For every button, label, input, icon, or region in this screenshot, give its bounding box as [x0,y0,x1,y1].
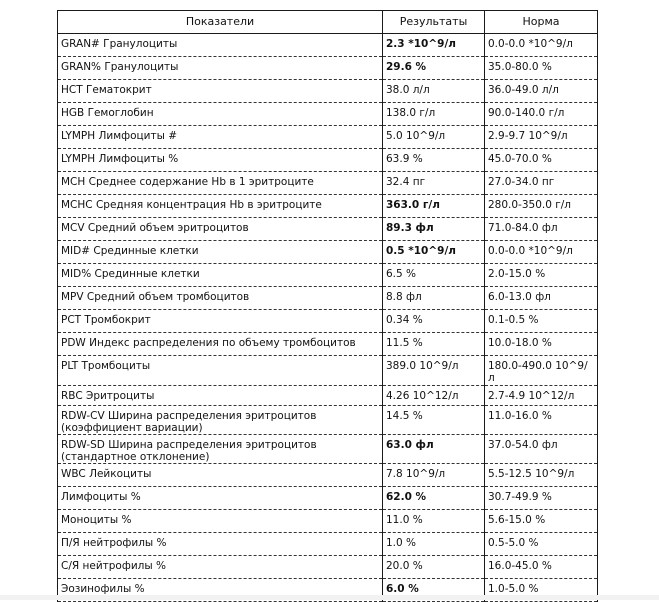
result-value: 0.34 % [383,310,485,333]
table-row [58,464,598,487]
indicator-name: MCH Среднее содержание Hb в 1 эритроците [58,172,383,195]
result-value: 389.0 10^9/л [383,356,485,386]
result-value: 63.9 % [383,149,485,172]
norm-range: 5.6-15.0 % [485,510,598,533]
table-row [58,149,598,172]
table-row [58,533,598,556]
top-edge [0,0,659,8]
norm-range: 90.0-140.0 г/л [485,103,598,126]
result-value: 89.3 фл [383,218,485,241]
table-row [58,556,598,579]
norm-range: 280.0-350.0 г/л [485,195,598,218]
result-value: 4.26 10^12/л [383,386,485,406]
result-value: 1.0 % [383,533,485,556]
table-row [58,195,598,218]
norm-range: 10.0-18.0 % [485,333,598,356]
indicator-name: Моноциты % [58,510,383,533]
result-value: 8.8 фл [383,287,485,310]
table-row [58,333,598,356]
result-value: 14.5 % [383,406,485,435]
table-body [58,34,598,602]
table-row [58,487,598,510]
table-row [58,103,598,126]
indicator-name: Лимфоциты % [58,487,383,510]
norm-range: 35.0-80.0 % [485,57,598,80]
indicator-name: LYMPH Лимфоциты # [58,126,383,149]
table-row [58,510,598,533]
norm-range: 6.0-13.0 фл [485,287,598,310]
indicator-name: WBC Лейкоциты [58,464,383,487]
table-row [58,172,598,195]
result-value: 5.0 10^9/л [383,126,485,149]
norm-range: 0.0-0.0 *10^9/л [485,34,598,57]
table-row [58,218,598,241]
table-row [58,406,598,435]
indicator-name: GRAN% Гранулоциты [58,57,383,80]
indicator-name: GRAN# Гранулоциты [58,34,383,57]
indicator-name: RDW-CV Ширина распределения эритроцитов (коэффициент вариации) [58,406,383,435]
norm-range: 37.0-54.0 фл [485,435,598,464]
table-row [58,386,598,406]
indicator-name: MID# Срединные клетки [58,241,383,264]
header-indicator: Показатели [58,11,383,34]
result-value: 63.0 фл [383,435,485,464]
table-row [58,435,598,464]
indicator-name: MPV Средний объем тромбоцитов [58,287,383,310]
result-value: 32.4 пг [383,172,485,195]
indicator-name: PCT Тромбокрит [58,310,383,333]
norm-range: 2.0-15.0 % [485,264,598,287]
result-value: 62.0 % [383,487,485,510]
table-row [58,310,598,333]
indicator-name: П/Я нейтрофилы % [58,533,383,556]
table-row [58,287,598,310]
result-value: 6.0 % [383,579,485,602]
norm-range: 5.5-12.5 10^9/л [485,464,598,487]
indicator-name: RBC Эритроциты [58,386,383,406]
result-value: 363.0 г/л [383,195,485,218]
norm-range: 1.0-5.0 % [485,579,598,602]
norm-range: 0.1-0.5 % [485,310,598,333]
norm-range: 16.0-45.0 % [485,556,598,579]
norm-range: 0.5-5.0 % [485,533,598,556]
result-value: 11.5 % [383,333,485,356]
indicator-name: MCHC Средняя концентрация Hb в эритроците [58,195,383,218]
indicator-name: Эозинофилы % [58,579,383,602]
norm-range: 27.0-34.0 пг [485,172,598,195]
norm-range: 71.0-84.0 фл [485,218,598,241]
norm-range: 11.0-16.0 % [485,406,598,435]
result-value: 2.3 *10^9/л [383,34,485,57]
table-row [58,126,598,149]
indicator-name: HCT Гематокрит [58,80,383,103]
table-row [58,241,598,264]
table-row [58,57,598,80]
header-norm: Норма [485,11,598,34]
header-result: Результаты [383,11,485,34]
result-value: 20.0 % [383,556,485,579]
norm-range: 0.0-0.0 *10^9/л [485,241,598,264]
norm-range: 45.0-70.0 % [485,149,598,172]
results-table [57,10,598,602]
result-value: 11.0 % [383,510,485,533]
indicator-name: MID% Срединные клетки [58,264,383,287]
table-header-row [58,11,598,34]
indicator-name: HGB Гемоглобин [58,103,383,126]
table-row [58,356,598,386]
result-value: 0.5 *10^9/л [383,241,485,264]
indicator-name: LYMPH Лимфоциты % [58,149,383,172]
result-value: 138.0 г/л [383,103,485,126]
table-row [58,264,598,287]
table-row [58,34,598,57]
result-value: 6.5 % [383,264,485,287]
norm-range: 2.7-4.9 10^12/л [485,386,598,406]
result-value: 29.6 % [383,57,485,80]
norm-range: 30.7-49.9 % [485,487,598,510]
norm-range: 2.9-9.7 10^9/л [485,126,598,149]
table-row [58,80,598,103]
result-value: 38.0 л/л [383,80,485,103]
norm-range: 180.0-490.0 10^9/л [485,356,598,386]
indicator-name: PLT Тромбоциты [58,356,383,386]
page-bottom-edge [0,595,659,600]
indicator-name: MCV Средний объем эритроцитов [58,218,383,241]
norm-range: 36.0-49.0 л/л [485,80,598,103]
indicator-name: PDW Индекс распределения по объему тромбоцитов [58,333,383,356]
result-value: 7.8 10^9/л [383,464,485,487]
indicator-name: RDW-SD Ширина распределения эритроцитов (стандартное отклонение) [58,435,383,464]
indicator-name: С/Я нейтрофилы % [58,556,383,579]
